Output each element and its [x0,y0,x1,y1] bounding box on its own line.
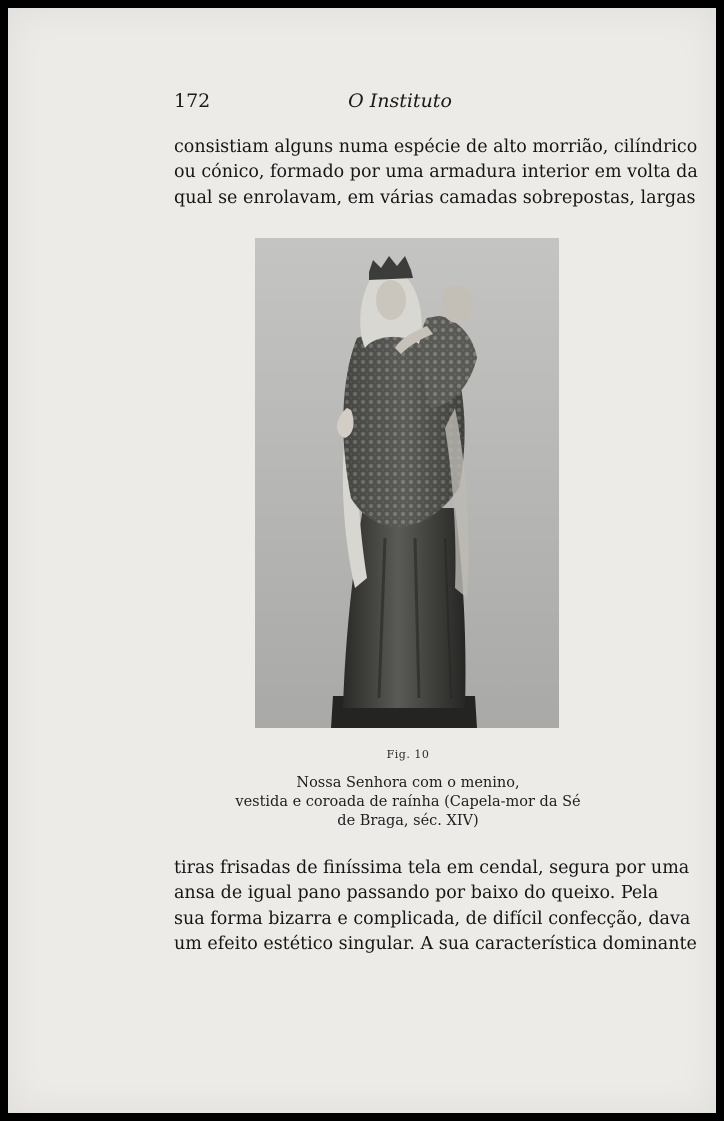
text-line: tiras frisadas de finíssima tela em cendal, segura por uma [174,858,690,878]
figure-label: Fig. 10 [386,748,430,761]
text-line: sua forma bizarra e complicada, de difícil confecção, dava [174,908,691,929]
text-line: consistiam alguns numa espécie de alto morrião, cilíndrico [174,137,698,157]
page-number: 172 [174,90,211,112]
text-line: qual se enrolavam, em várias camadas sobrepostas, largas [174,187,696,208]
text-line: um efeito estético singular. A sua característica dominante [174,934,697,955]
child-head [441,285,473,323]
paragraph-bottom [174,856,697,958]
paragraph-top [174,135,698,211]
text-line: ansa de igual pano passando por baixo do queixo. Pela [174,883,659,904]
running-title: O Instituto [348,90,452,112]
figure-photo-madonna-statue [255,238,559,728]
page-sheet [8,8,716,1113]
caption-line: Nossa Senhora com o menino, [296,775,520,791]
text-line: ou cónico, formado por uma armadura interior em volta da [174,162,698,183]
caption-line: de Braga, séc. XIV) [337,813,479,829]
statue-face [376,280,406,320]
statue-illustration [255,238,559,728]
figure-caption [208,774,608,831]
caption-line: vestida e coroada de raínha (Capela-mor da Sé [235,794,581,810]
